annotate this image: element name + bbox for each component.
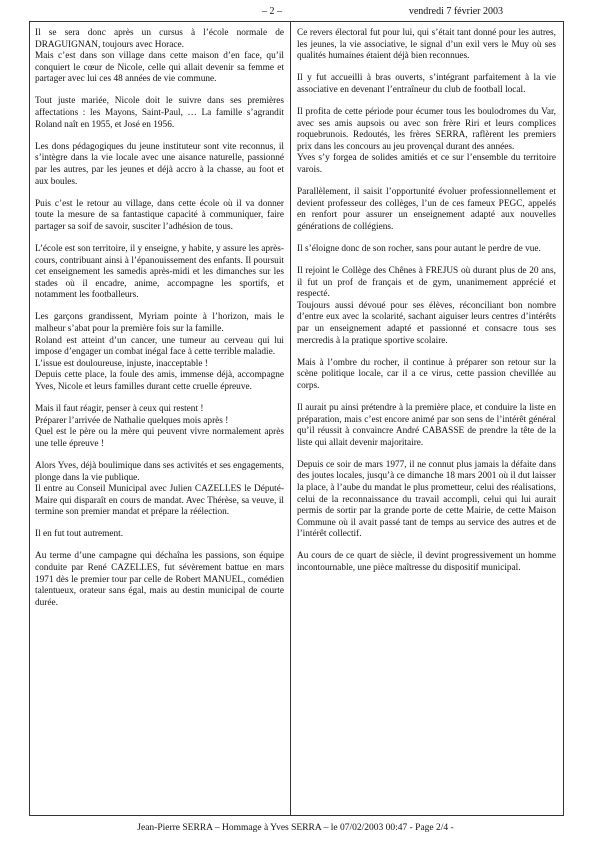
- page-footer: Jean-Pierre SERRA – Hommage à Yves SERRA – le 07/02/2003 00:47 - Page 2/4 -: [137, 823, 454, 833]
- paragraph-line: Il entre au Conseil Municipal avec Julien CAZELLES le Député-Maire qui disparaît en cours de mandat. Avec Thérèse, sa veuve, il termine son premier mandat et prépare la réélection.: [35, 484, 284, 518]
- paragraph-line: Il se sera donc après un cursus à l’école normale de DRAGUIGNAN, toujours avec Horace.: [35, 28, 284, 50]
- right-column: [297, 28, 556, 585]
- paragraph-line: Mais c’est dans son village dans cette maison d’en face, qu’il conquiert le cœur de Nicole, celle qui allait devenir sa femme et partager avec lui ces 48 années de vie commune.: [35, 51, 284, 85]
- paragraph: [35, 404, 284, 450]
- paragraph-line: Il profita de cette période pour écumer tous les boulodromes du Var, avec ses amis aupsois ou avec son frère Riri et leurs complices roquebrunois. Redoutés, les frères SERRA, raflèrent les premiers prix dans les concours au jeu provençal durant des années.: [297, 106, 556, 152]
- paragraph: [35, 28, 284, 86]
- paragraph-line: Parallèlement, il saisit l’opportunité évoluer professionnellement et devient professeur des collèges, l’un de ces fameux PEGC, appelés en renfort pour assurer un enseignement adapté aux nouvelles générations de collégiens.: [297, 187, 556, 232]
- paragraph-line: Au cours de ce quart de siècle, il devint progressivement un homme incontournable, une pièce maîtresse du dispositif municipal.: [297, 551, 556, 574]
- paragraph: [35, 461, 284, 519]
- paragraph: [35, 529, 284, 541]
- paragraph-line: Les dons pédagogiques du jeune instituteur sont vite reconnus, il s’intègre dans la vie locale avec une aisance naturelle, passionné par les autres, par les jeunes et déjà accro à la chasse, au foot et aux boules.: [35, 141, 284, 187]
- paragraph: [35, 199, 284, 234]
- paragraph-line: Mais à l’ombre du rocher, il continue à préparer son retour sur la scène politique locale, car il a ce virus, cette passion chevillée au corps.: [297, 357, 556, 391]
- paragraph: [297, 107, 556, 177]
- paragraph-line: Il s’éloigne donc de son rocher, sans pour autant le perdre de vue.: [297, 243, 541, 254]
- paragraph-line: Il y fut accueilli à bras ouverts, s’intégrant parfaitement à la vie associative en devenant l’entraîneur du club de football local.: [297, 73, 556, 95]
- paragraph-line: Ce revers électoral fut pour lui, qui s’était tant donné pour les autres, les jeunes, la vie associative, le signal d’un exil vers le Muy où ses qualités humaines étaient déjà bien reconnues.: [297, 28, 556, 62]
- page-header: [0, 6, 591, 20]
- paragraph-line: Depuis ce soir de mars 1977, il ne connut plus jamais la défaite dans des joutes locales, jusqu’à ce dimanche 18 mars 2001 où il dut laisser la place, à l’aube du mandat le plus prometteur, celui des réalisations, celui de la reconnaissance du travail accompli, celui qui lui aurait permis de sortir par la grande porte de cette Mairie, de cette Maison Commune où il avait passé tant de temps au service des autres et de l’intérêt collectif.: [297, 459, 556, 540]
- paragraph: [297, 266, 556, 347]
- paragraph: [297, 403, 556, 449]
- page-number: – 2 –: [262, 6, 282, 17]
- paragraph-line: Toujours aussi dévoué pour ses élèves, réconciliant bon nombre d’entre eux avec la scolarité, sachant aiguiser leurs centres d’intérêts par un enseignement adapté et passionné et consacre tous ses mercredis à la pratique sportive scolaire.: [297, 300, 556, 346]
- paragraph: [35, 312, 284, 393]
- paragraph: [35, 96, 284, 131]
- paragraph-line: Depuis cette place, la foule des amis, immense déjà, accompagne Yves, Nicole et leurs familles durant cette cruelle épreuve.: [35, 370, 284, 392]
- paragraph: [297, 244, 556, 256]
- paragraph: [297, 460, 556, 541]
- paragraph-line: Il rejoint le Collège des Chênes à FREJUS où durant plus de 20 ans, il fut un prof de français et de gym, unanimement apprécié et respecté.: [297, 266, 556, 300]
- paragraph-line: Alors Yves, déjà boulimique dans ses activités et ses engagements, plonge dans la vie publique.: [35, 460, 284, 483]
- paragraph: [297, 28, 556, 63]
- paragraph-line: Roland est atteint d’un cancer, une tumeur au cerveau qui lui impose d’engager un combat inégal face à cette terrible maladie.: [35, 335, 284, 358]
- paragraph-line: Yves s’y forgea de solides amitiés et ce sur l’ensemble du territoire varois.: [297, 153, 556, 175]
- paragraph-line: Mais il faut réagir, penser à ceux qui restent !: [35, 404, 204, 415]
- paragraph-line: Quel est le père ou la mère qui peuvent vivre normalement après une telle épreuve !: [35, 427, 284, 449]
- paragraph-line: Tout juste mariée, Nicole doit le suivre dans ses premières affectations : les Mayons, Saint-Paul, … La famille s’agrandit Roland naît en 1955, et José en 1956.: [35, 96, 284, 130]
- paragraph: [297, 73, 556, 96]
- paragraph-line: Il aurait pu ainsi prétendre à la première place, et conduire la liste en préparation, mais c’est encore animé par son sens de l’intérêt général qu’il réussit à convaincre André CABASSE de prendre la tête de la liste qui allait devenir majoritaire.: [297, 402, 556, 448]
- paragraph-line: Préparer l’arrivée de Nathalie quelques mois après !: [35, 415, 229, 426]
- left-column: [35, 28, 284, 620]
- paragraph: [297, 187, 556, 233]
- paragraph-line: Il en fut tout autrement.: [35, 529, 124, 540]
- paragraph-line: L’école est son territoire, il y enseigne, y habite, y assure les après-cours, contribuant ainsi à l’épanouissement des enfants. Il poursuit cet enseignement les samedis après-midi et les dimanches sur les stades où il encadre, anime, accompagne les sportifs, et notamment les footballeurs.: [35, 243, 284, 301]
- paragraph-line: Les garçons grandissent, Myriam pointe à l’horizon, mais le malheur s’abat pour la première fois sur la famille.: [35, 312, 284, 334]
- paragraph-line: Puis c’est le retour au village, dans cette école où il va donner toute la mesure de sa fantastique capacité à communiquer, faire partager sa soif de savoir, susciter l’adhésion de tous.: [35, 198, 284, 232]
- paragraph-line: Au terme d’une campagne qui déchaîna les passions, son équipe conduite par René CAZELLES, fut sévèrement battue en mars 1971 dès le premier tour par celle de Robert MANUEL, comédien talentueux, orateur sans égal, mais au destin municipal de courte durée.: [35, 551, 284, 608]
- paragraph: [35, 142, 284, 188]
- column-divider: [290, 21, 291, 816]
- paragraph-line: L’issue est douloureuse, injuste, inacceptable !: [35, 358, 208, 369]
- paragraph: [35, 244, 284, 302]
- paragraph: [297, 551, 556, 574]
- header-date: vendredi 7 février 2003: [408, 6, 503, 17]
- paragraph: [35, 551, 284, 609]
- paragraph: [297, 358, 556, 393]
